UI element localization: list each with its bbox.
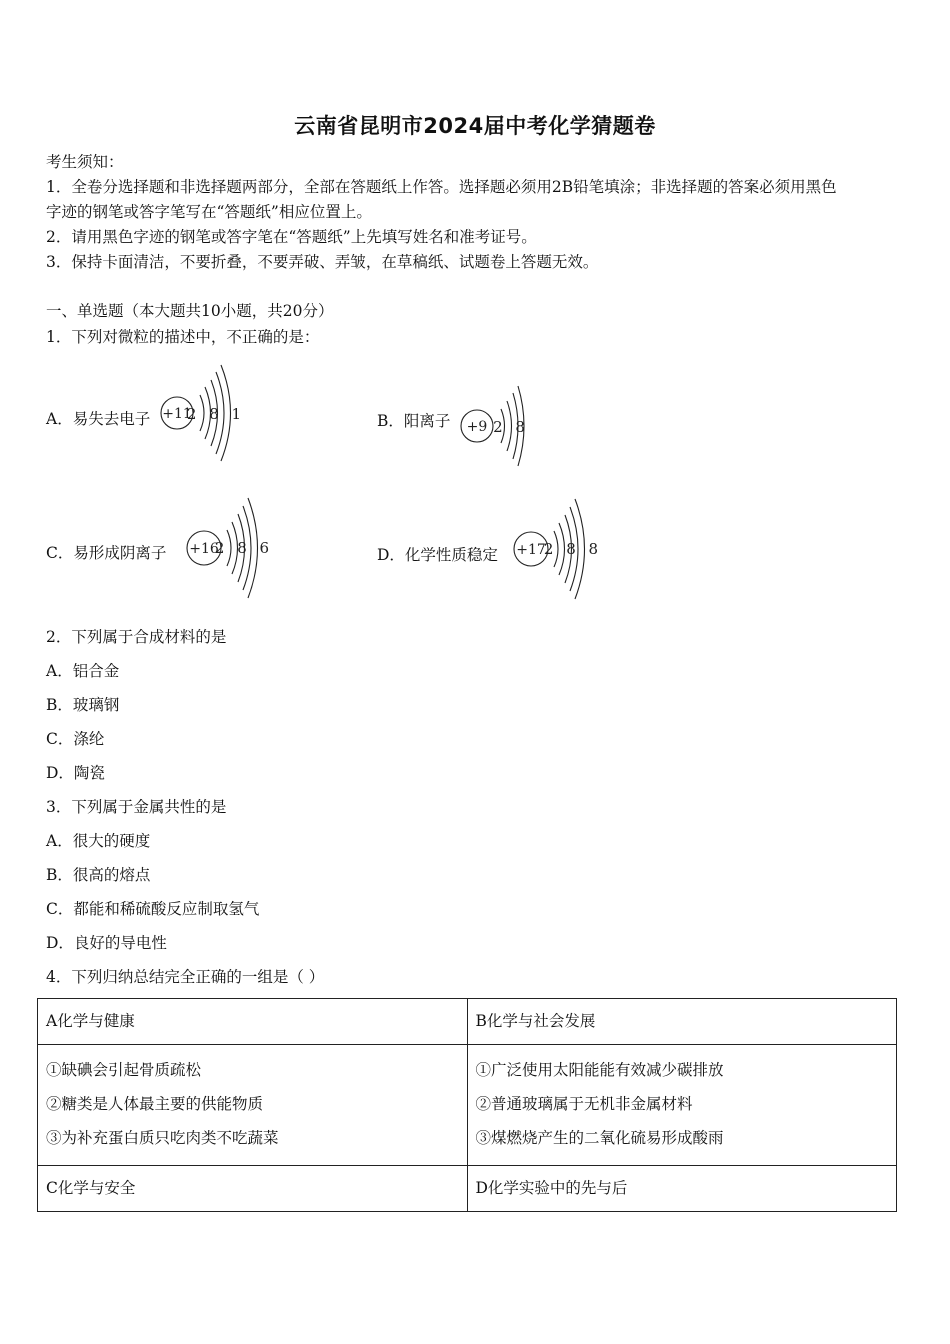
notice-item-3: 3．保持卡面清洁，不要折叠，不要弄破、弄皱，在草稿纸、试题卷上答题无效。 [46,253,599,271]
q1-option-a-atom-diagram [158,360,248,474]
notice-item-1: 1．全卷分选择题和非选择题两部分，全部在答题纸上作答。选择题必须用2B铅笔填涂；非选择题的答案必须用黑色 [46,178,837,196]
question-3-stem: 3．下列属于金属共性的是 [46,798,227,816]
q1-option-b-atom-diagram [457,383,537,477]
q4-a-item-3: ③为补充蛋白质只吃肉类不吃蔬菜 [46,1129,279,1147]
notice-item-2: 2．请用黑色字迹的钢笔或答字笔在“答题纸”上先填写姓名和准考证号。 [46,228,537,246]
question-2-stem: 2．下列属于合成材料的是 [46,628,227,646]
q4-cell-b-head: B化学与社会发展 [467,999,897,1045]
q1-option-a-nucleus: +11 [162,406,192,422]
q1-option-d-label: D．化学性质稳定 [377,546,498,564]
q1-option-c-atom-diagram [184,492,274,608]
q1-option-d-atom-diagram [511,493,601,607]
question-1-stem: 1．下列对微粒的描述中，不正确的是： [46,328,320,346]
q1-option-a-label: A．易失去电子 [46,410,151,428]
q4-b-item-1: ①广泛使用太阳能能有效减少碳排放 [475,1061,724,1079]
q1-option-d-nucleus: +17 [516,542,546,558]
q2-option-a: A．铝合金 [46,662,120,680]
notice-heading: 考生须知： [46,153,124,171]
q4-cell-c-head: C化学与安全 [38,1166,468,1212]
q4-b-item-3: ③煤燃烧产生的二氧化硫易形成酸雨 [475,1129,724,1147]
q4-b-item-2: ②普通玻璃属于无机非金属材料 [475,1095,693,1113]
q3-option-d: D．良好的导电性 [46,934,167,952]
section-heading: 一、单选题（本大题共10小题，共20分） [46,302,334,320]
q1-option-c-nucleus: +16 [189,541,219,557]
q1-option-b-nucleus: +9 [466,419,488,435]
q3-option-a: A．很大的硬度 [46,832,151,850]
q4-cell-a-head: A化学与健康 [38,999,468,1045]
q1-option-b-label: B．阳离子 [377,412,451,430]
q4-cell-d-head: D化学实验中的先与后 [467,1166,897,1212]
q4-summary-table [37,998,897,1212]
q1-option-c-label: C．易形成阴离子 [46,544,167,562]
q3-option-b: B．很高的熔点 [46,866,151,884]
notice-item-1-cont: 字迹的钢笔或答字笔写在“答题纸”相应位置上。 [46,203,372,221]
q1-option-d-shells: 2 8 8 [543,540,603,558]
q4-cell-a-body [38,1045,468,1166]
q4-cell-b-body [467,1045,897,1166]
q2-option-d: D．陶瓷 [46,764,105,782]
q1-option-b-shells: 2 8 [493,418,529,436]
q2-option-c: C．涤纶 [46,730,105,748]
question-4-stem: 4．下列归纳总结完全正确的一组是（ ） [46,968,325,986]
q4-a-item-2: ②糖类是人体最主要的供能物质 [46,1095,264,1113]
q2-option-b: B．玻璃钢 [46,696,120,714]
page-title: 云南省昆明市2024届中考化学猜题卷 [294,114,656,138]
q1-option-a-shells: 2 8 1 [186,405,246,423]
q3-option-c: C．都能和稀硫酸反应制取氢气 [46,900,260,918]
q1-option-c-shells: 2 8 6 [214,539,274,557]
q4-a-item-1: ①缺碘会引起骨质疏松 [46,1061,202,1079]
